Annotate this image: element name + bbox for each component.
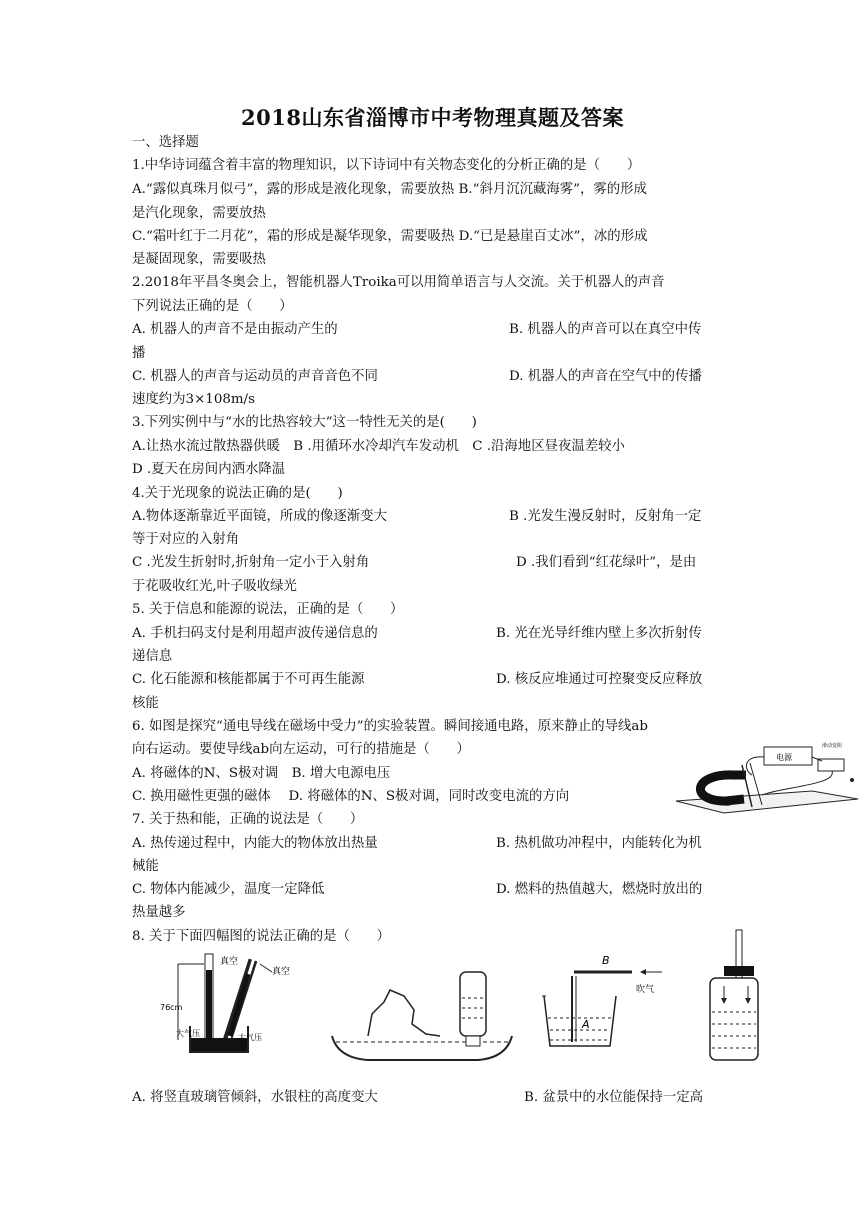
q4-option-d: D .我们看到“红花绿叶”，是由 — [516, 555, 697, 570]
q2-stem-cont: 下列说法正确的是（ ） — [132, 299, 293, 314]
q2-option-b-cont: 播 — [132, 346, 146, 361]
q4-stem: 4.关于光现象的说法正确的是( ) — [132, 486, 343, 501]
q8-figure-blowing — [540, 946, 670, 1058]
q4-option-b: B .光发生漫反射时，反射角一定 — [509, 509, 702, 524]
q8-option-b: B. 盆景中的水位能保持一定高 — [524, 1090, 704, 1105]
q8-fig1-atm-a: 大气压 — [176, 1029, 200, 1038]
q2-option-b: B. 机器人的声音可以在真空中传 — [509, 322, 702, 337]
q8-fig1-atm-b: 大气压 — [238, 1033, 262, 1042]
q7-stem: 7. 关于热和能，正确的说法是（ ） — [132, 812, 364, 827]
q1-option-cd-cont: 是凝固现象，需要吸热 — [132, 252, 266, 267]
q4-option-c: C .光发生折射时,折射角一定小于入射角 — [132, 555, 370, 570]
q7-option-a: A. 热传递过程中，内能大的物体放出热量 — [132, 836, 378, 851]
page-title: 2018山东省淄博市中考物理真题及答案 — [241, 105, 624, 130]
q8-fig1-height: 76cm — [160, 1003, 183, 1012]
section-heading: 一、选择题 — [132, 135, 199, 150]
q5-option-c: C. 化石能源和核能都属于不可再生能源 — [132, 672, 365, 687]
q7-option-b: B. 热机做功冲程中，内能转化为机 — [496, 836, 702, 851]
q1-stem: 1.中华诗词蕴含着丰富的物理知识，以下诗词中有关物态变化的分析正确的是（ ） — [132, 158, 641, 173]
q6-switch-label: 滑动变阻 — [822, 743, 843, 749]
q6-power-label: 电源 — [776, 753, 792, 762]
q8-figure-bonsai — [328, 962, 516, 1066]
q8-fig3-label-a: A — [582, 1018, 590, 1031]
q3-option-d: D .夏天在房间内洒水降温 — [132, 462, 286, 477]
q7-option-b-cont: 械能 — [132, 859, 159, 874]
q4-option-d-cont: 于花吸收红光,叶子吸收绿光 — [132, 579, 297, 594]
q8-option-a: A. 将竖直玻璃管倾斜，水银柱的高度变大 — [132, 1090, 378, 1105]
q8-fig3-label-b: B — [602, 954, 610, 967]
q6-options-ab: A. 将磁体的N、S极对调 B. 增大电源电压 — [132, 766, 391, 781]
q8-figure-torricelli — [160, 948, 310, 1066]
q1-option-cd: C.“霜叶红于二月花”，霜的形成是凝华现象，需要吸热 D.“已是悬崖百丈冰”，冰的形成 — [132, 229, 648, 244]
q8-figure-bottle — [700, 928, 766, 1064]
q8-fig1-vacuum-a: 真空 — [220, 957, 239, 967]
q6-options-cd: C. 换用磁性更强的磁体 D. 将磁体的N、S极对调，同时改变电流的方向 — [132, 789, 570, 804]
q5-stem: 5. 关于信息和能源的说法，正确的是（ ） — [132, 602, 404, 617]
q5-option-a: A. 手机扫码支付是利用超声波传递信息的 — [132, 626, 378, 641]
q5-option-d: D. 核反应堆通过可控聚变反应释放 — [496, 672, 703, 687]
q2-option-c: C. 机器人的声音与运动员的声音音色不同 — [132, 369, 378, 384]
q6-stem: 6. 如图是探究“通电导线在磁场中受力”的实验装置。瞬间接通电路，原来静止的导线ab — [132, 719, 648, 734]
q4-option-a: A.物体逐渐靠近平面镜，所成的像逐渐变大 — [132, 509, 387, 524]
q3-options: A.让热水流过散热器供暖 B .用循环水冷却汽车发动机 C .沿海地区昼夜温差较小 — [132, 439, 625, 454]
q7-option-d: D. 燃料的热值越大，燃烧时放出的 — [496, 882, 703, 897]
q8-stem: 8. 关于下面四幅图的说法正确的是（ ） — [132, 929, 391, 944]
q2-option-d-cont: 速度约为3×108m/s — [132, 392, 255, 407]
q8-fig1-vacuum-b: 真空 — [272, 967, 291, 977]
q2-stem: 2.2018年平昌冬奥会上，智能机器人Troika可以用简单语言与人交流。关于机器人的声音 — [132, 275, 665, 290]
q3-stem: 3.下列实例中与“水的比热容较大”这一特性无关的是( ) — [132, 415, 477, 430]
q5-option-b: B. 光在光导纤维内壁上多次折射传 — [496, 626, 702, 641]
q2-option-d: D. 机器人的声音在空气中的传播 — [509, 369, 702, 384]
q4-option-b-cont: 等于对应的入射角 — [132, 532, 240, 547]
q2-option-a: A. 机器人的声音不是由振动产生的 — [132, 322, 338, 337]
q5-option-b-cont: 递信息 — [132, 649, 173, 664]
q7-option-c: C. 物体内能减少，温度一定降低 — [132, 882, 325, 897]
q1-option-ab: A.“露似真珠月似弓”，露的形成是液化现象，需要放热 B.“斜月沉沉藏海雾”，雾的形成 — [132, 182, 647, 197]
q8-fig3-blow-label: 吹气 — [636, 985, 655, 995]
q6-stem-cont: 向右运动。要使导线ab向左运动，可行的措施是（ ） — [132, 742, 470, 757]
q1-option-ab-cont: 是汽化现象，需要放热 — [132, 206, 266, 221]
q7-option-d-cont: 热量越多 — [132, 905, 186, 920]
q6-figure — [672, 735, 862, 817]
q5-option-d-cont: 核能 — [132, 696, 159, 711]
